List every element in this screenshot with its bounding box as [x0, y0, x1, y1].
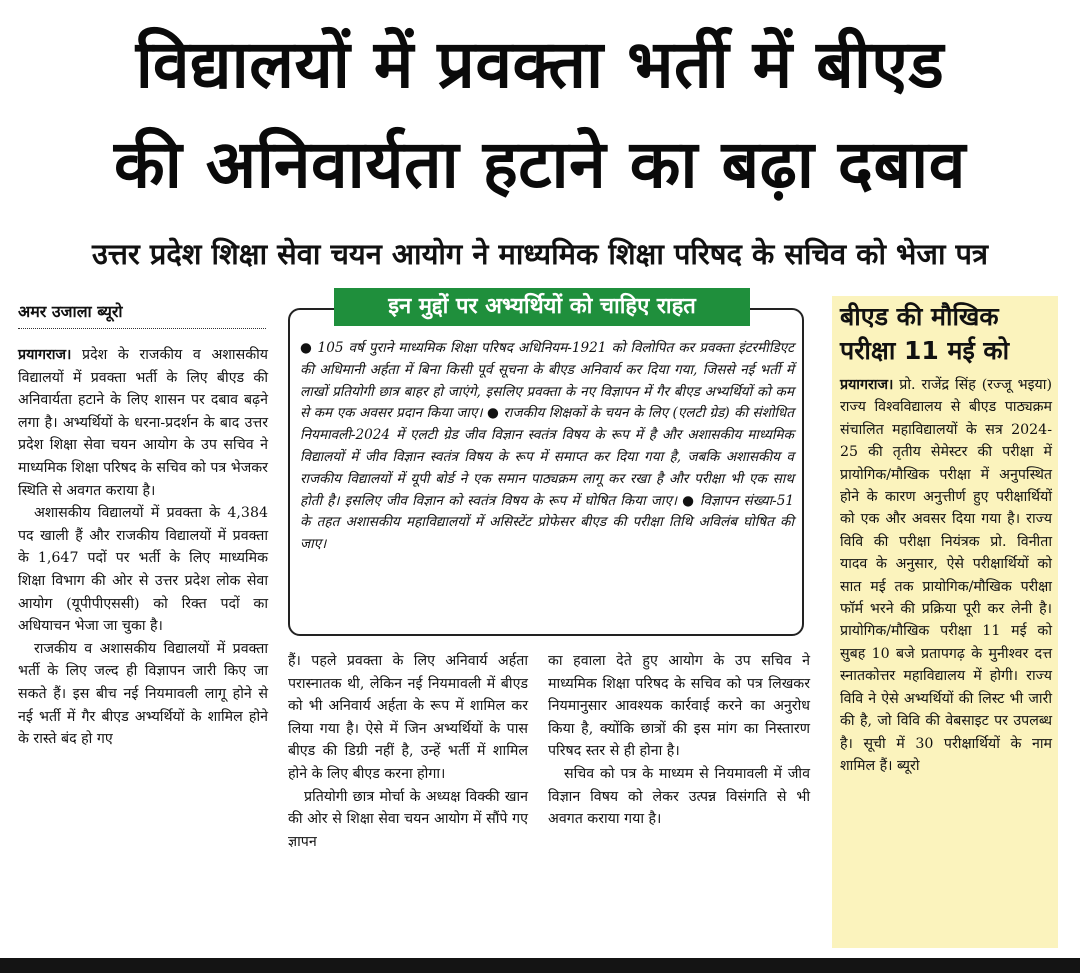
article-column-2	[288, 650, 528, 853]
article-paragraph	[18, 344, 268, 502]
article-paragraph: सचिव को पत्र के माध्यम से नियमावली में जीव विज्ञान विषय को लेकर उत्पन्न विसंगति से भी अवगत कराया गया है।	[548, 765, 810, 828]
dateline: प्रयागराज।	[18, 347, 72, 363]
article-paragraph: हैं। पहले प्रवक्ता के लिए अनिवार्य अर्हता परास्नातक थी, लेकिन नई नियमावली में बीएड को भी अनिवार्य अर्हता के रूप में शामिल कर लिया गया है। ऐसे में जिन अभ्यर्थियों के पास बीएड की डिग्री नहीं है, उन्हें भर्ती में शामिल होने के लिए बीएड करना होगा।	[288, 653, 528, 782]
headline-line-1: विद्यालयों में प्रवक्ता भर्ती में बीएड	[135, 26, 945, 103]
byline: अमर उजाला ब्यूरो	[18, 300, 266, 329]
article-column-1	[18, 344, 268, 751]
sidebar-dateline: प्रयागराज।	[840, 377, 894, 393]
article-paragraph: का हवाला देते हुए आयोग के उप सचिव ने माध्यमिक शिक्षा परिषद के सचिव को पत्र लिखकर नियमानुसार आवश्यक कार्रवाई करने का अनुरोध किया है, क्योंकि छात्रों की इस मांग का निस्तारण परिषद स्तर से ही होना है।	[548, 653, 810, 760]
subheadline: उत्तर प्रदेश शिक्षा सेवा चयन आयोग ने माध्यमिक शिक्षा परिषद के सचिव को भेजा पत्र	[91, 237, 989, 271]
article-text: प्रदेश के राजकीय व अशासकीय विद्यालयों में प्रवक्ता भर्ती के लिए बीएड की अनिवार्यता हटाने के लिए शासन पर दबाव बढ़ने लगा है। अभ्यर्थियों के धरना-प्रदर्शन के बाद उत्तर प्रदेश शिक्षा सेवा चयन आयोग के उप सचिव ने माध्यमिक शिक्षा परिषद के सचिव को पत्र भेजकर स्थिति से अवगत कराया है।	[18, 347, 268, 499]
article-paragraph: राजकीय व अशासकीय विद्यालयों में प्रवक्ता भर्ती के लिए जल्द ही विज्ञापन जारी किए जा सकते हैं। इस बीच नई नियमावली लागू होने से नई भर्ती में गैर बीएड अभ्यर्थियों के शामिल होने के रास्ते बंद हो गए	[18, 640, 268, 748]
sidebar-body	[840, 374, 1052, 777]
article-column-3	[548, 650, 810, 831]
article-paragraph: अशासकीय विद्यालयों में प्रवक्ता के 4,384 पद खाली हैं और राजकीय विद्यालयों में प्रवक्ता के 1,647 पदों पर भर्ती के लिए माध्यमिक शिक्षा विभाग की ओर से उत्तर प्रदेश लोक सेवा आयोग (यूपीपीएससी) को रिक्त पदों का अधियाचन भेजा जा चुका है।	[18, 505, 268, 635]
article-paragraph: प्रतियोगी छात्र मोर्चा के अध्यक्ष विक्की खान की ओर से शिक्षा सेवा चयन आयोग में सौंपे गए ज्ञापन	[288, 788, 528, 850]
sidebar-text: प्रो. राजेंद्र सिंह (रज्जू भइया) राज्य विश्वविद्यालय से बीएड पाठ्यक्रम संचालित महाविद्यालयों के सत्र 2024-25 की तृतीय सेमेस्टर की परीक्षा में प्रायोगिक/मौखिक परीक्षा में अनुपस्थित होने के कारण अनुत्तीर्ण हुए परीक्षार्थियों को एक और अवसर दिया गया है। राज्य विवि की परीक्षा नियंत्रक प्रो. विनीता यादव के अनुसार, ऐसे परीक्षार्थियों को सात मई तक प्रायोगिक/मौखिक परीक्षा फॉर्म भरने की प्रक्रिया पूरी कर लेनी है। प्रायोगिक/मौखिक परीक्षा 11 मई को सुबह 10 बजे प्रतापगढ़ के मुनीश्वर दत्त स्नातकोत्तर महाविद्यालय में होगी। राज्य विवि ने ऐसे अभ्यर्थियों की लिस्ट भी जारी की है, जो विवि की वेबसाइट पर उपलब्ध है। सूची में 30 परीक्षार्थियों के नाम शामिल हैं। ब्यूरो	[840, 377, 1052, 774]
sidebar-headline: बीएड की मौखिक परीक्षा 11 मई को	[840, 302, 1010, 365]
headline-line-2: की अनिवार्यता हटाने का बढ़ा दबाव	[114, 126, 966, 203]
highlight-box-title: इन मुद्दों पर अभ्यर्थियों को चाहिए राहत	[334, 288, 750, 326]
bottom-border	[0, 958, 1080, 973]
highlight-box-body: ● 105 वर्ष पुराने माध्यमिक शिक्षा परिषद अधिनियम-1921 को विलोपित कर प्रवक्ता इंटरमीडिएट की अधिमानी अर्हता में बिना किसी पूर्व सूचना के बीएड अनिवार्य कर दिया गया, जिससे नई भर्ती में लाखों प्रतियोगी छात्र बाहर हो जाएंगे, इसलिए प्रवक्ता के नए विज्ञापन में गैर बीएड अभ्यर्थियों को कम से कम एक अवसर प्रदान किया जाए। ● राजकीय शिक्षकों के चयन के लिए (एलटी ग्रेड) की संशोधित नियमावली-2024 में एलटी ग्रेड जीव विज्ञान स्वतंत्र विषय के रूप में है और अशासकीय माध्यमिक विद्यालयों में जीव विज्ञान स्वतंत्र विषय के रूप में समाप्त कर दिया गया है, जबकि अशासकीय व राजकीय विद्यालयों में यूपी बोर्ड ने एक समान पाठ्यक्रम लागू कर रखा है और परीक्षा भी एक साथ होती है। इसलिए जीव विज्ञान को स्वतंत्र विषय के रूप में घोषित किया जाए। ● विज्ञापन संख्या-51 के तहत अशासकीय महाविद्यालयों में असिस्टेंट प्रोफेसर बीएड की परीक्षा तिथि अविलंब घोषित की जाए।	[300, 340, 794, 553]
